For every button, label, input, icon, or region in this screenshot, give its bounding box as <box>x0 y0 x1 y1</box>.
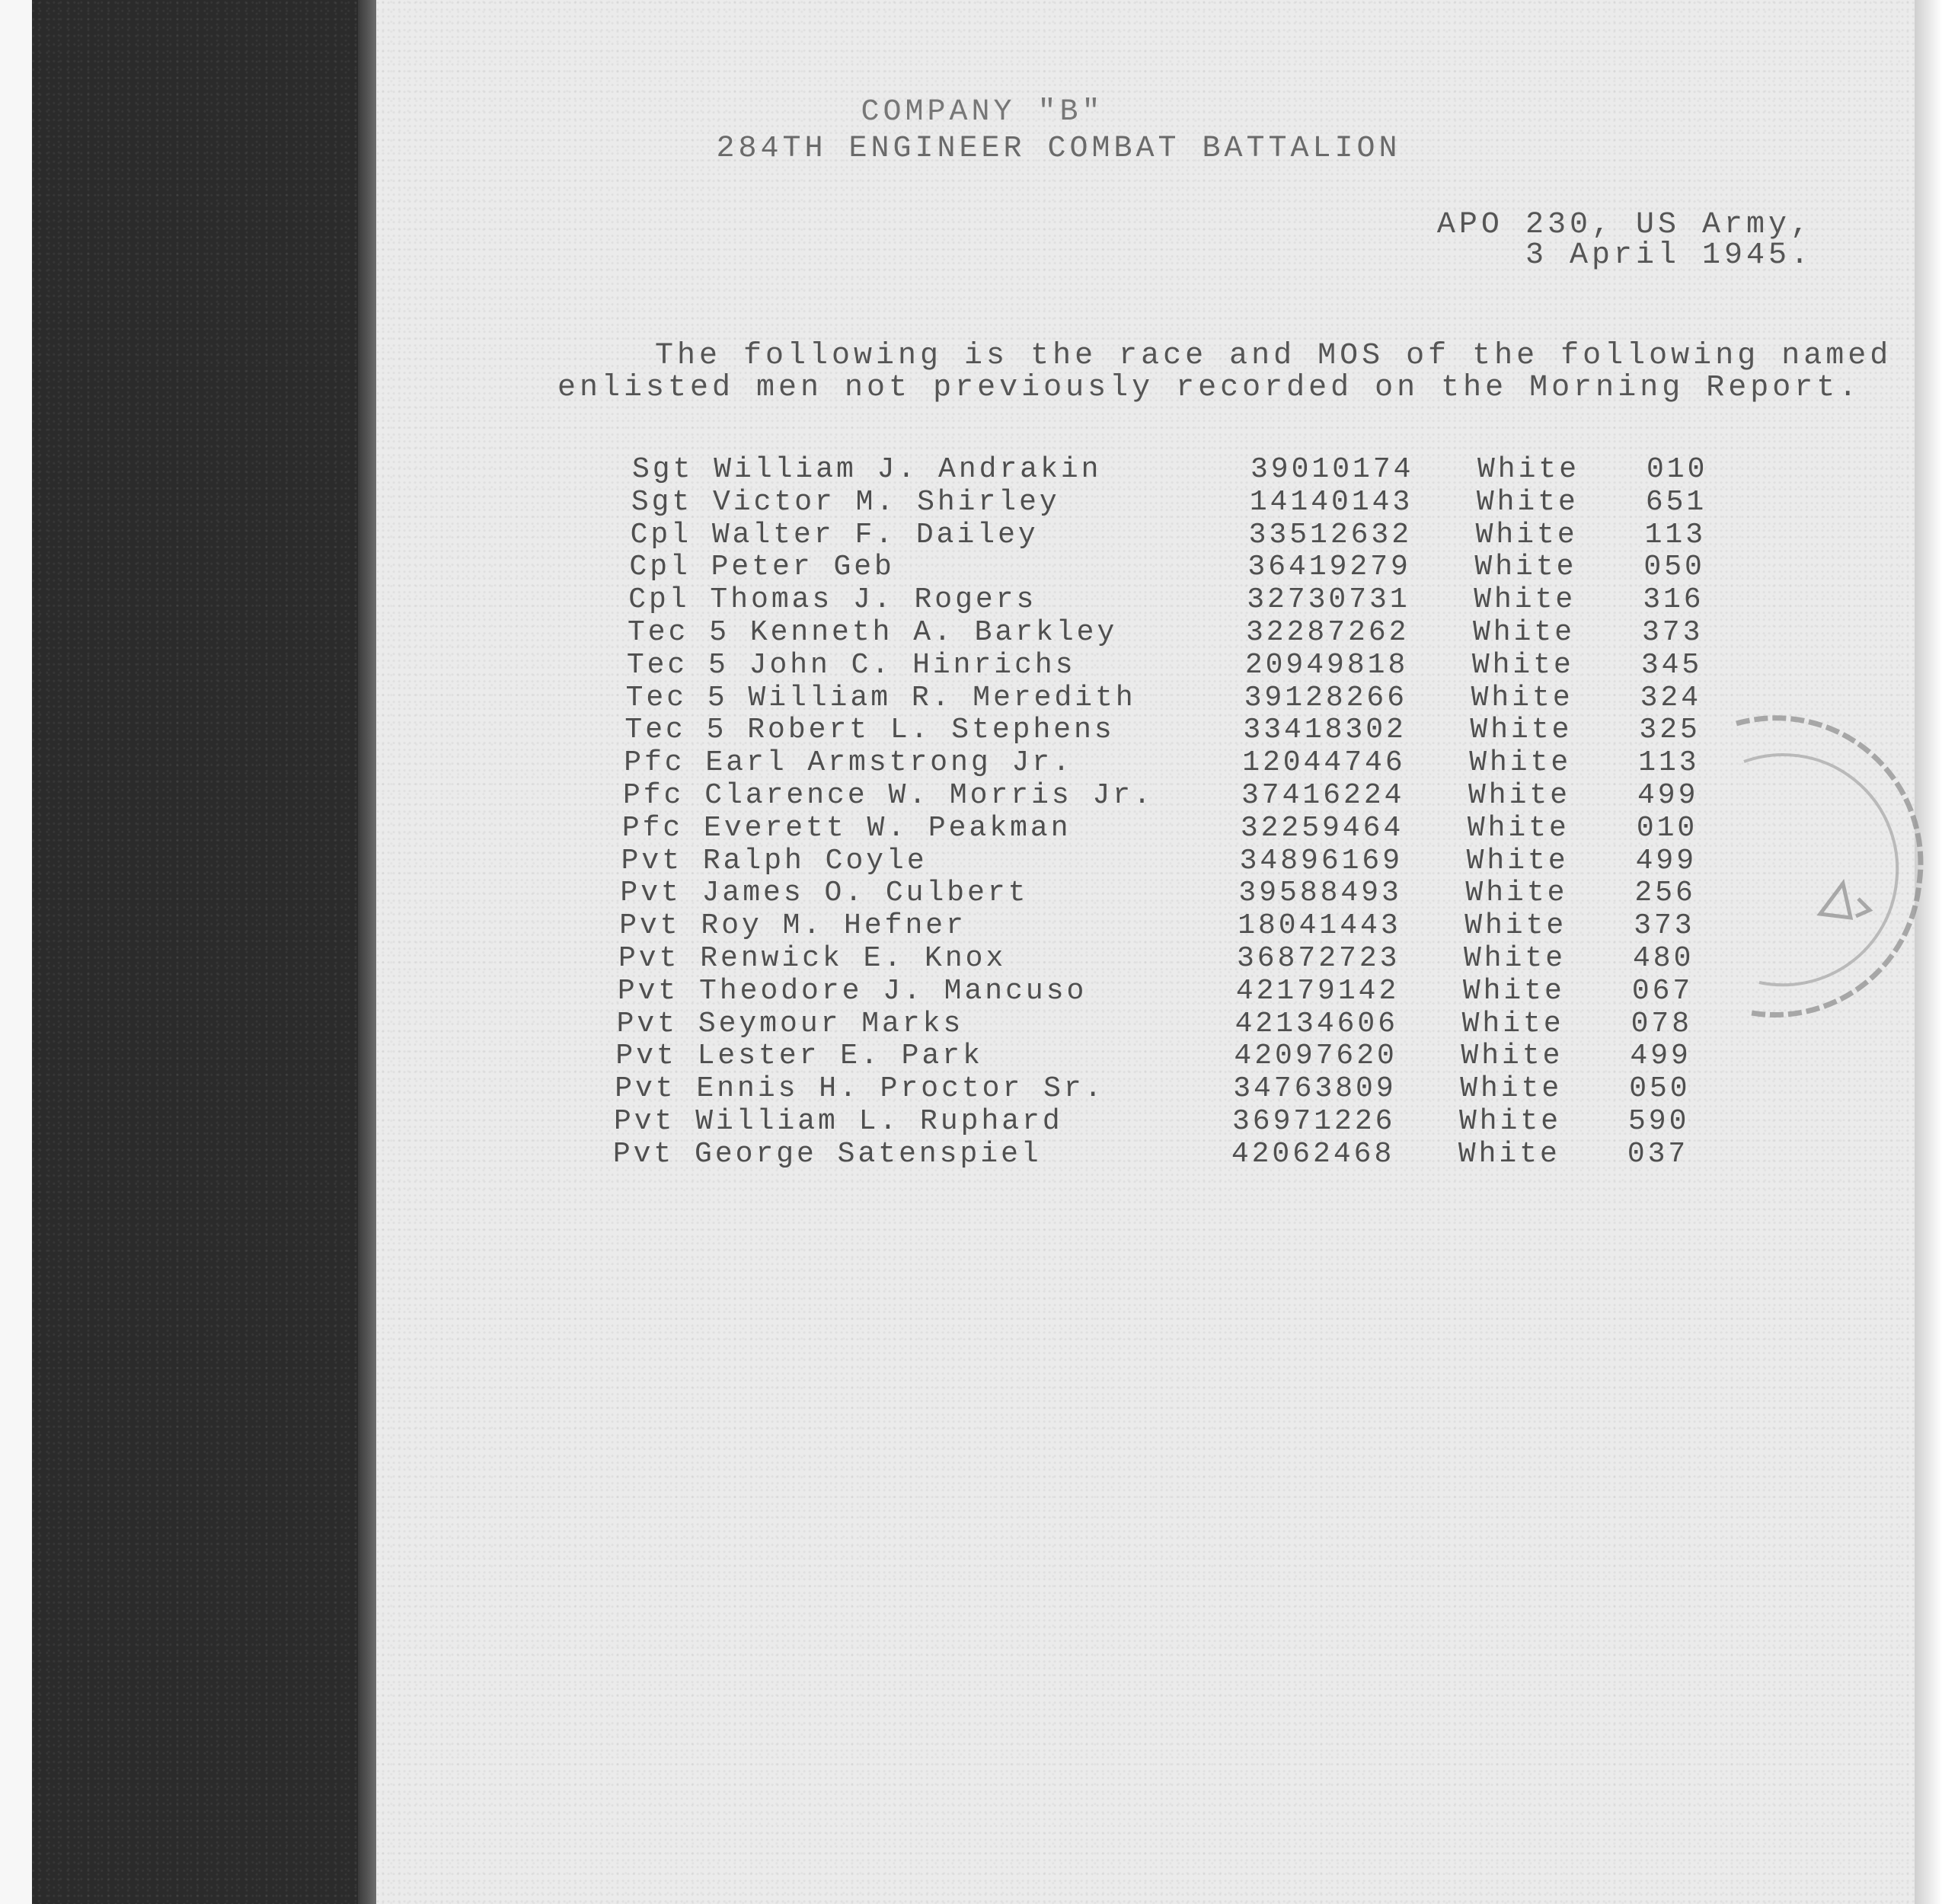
mos-code: 078 <box>1631 1007 1693 1040</box>
race-entry: White <box>1462 974 1565 1008</box>
roster-row <box>624 747 1751 779</box>
race-entry: White <box>1469 746 1572 780</box>
scan-left-margin <box>0 0 32 1904</box>
serial-number: 12044746 <box>1242 746 1406 780</box>
company-heading: COMPANY "B" <box>861 95 1104 129</box>
serial-number: 37416224 <box>1241 779 1405 812</box>
mos-code: 590 <box>1628 1105 1690 1138</box>
soldier-name: Pvt Theodore J. Mancuso <box>617 974 1088 1008</box>
serial-number: 32259464 <box>1240 811 1404 845</box>
roster-row <box>631 519 1758 551</box>
mos-code: 010 <box>1647 453 1708 486</box>
race-entry: White <box>1474 551 1577 584</box>
mos-code: 499 <box>1637 779 1699 812</box>
soldier-name: Pfc Clarence W. Morris Jr. <box>623 779 1154 812</box>
roster-row <box>620 877 1747 909</box>
mos-code: 256 <box>1634 877 1696 910</box>
stamp-inner-arc <box>1744 755 1897 985</box>
soldier-name: Tec 5 William R. Meredith <box>625 681 1136 714</box>
roster-row <box>613 1139 1740 1171</box>
race-entry: White <box>1467 811 1570 845</box>
mos-code: 373 <box>1642 616 1704 649</box>
soldier-name: Pvt James O. Culbert <box>620 877 1029 910</box>
roster-list <box>612 453 1759 1185</box>
battalion-heading: 284TH ENGINEER COMBAT BATTALION <box>716 132 1401 166</box>
roster-row <box>626 682 1753 714</box>
roster-row <box>629 551 1756 583</box>
mos-code: 324 <box>1640 681 1702 714</box>
race-entry: White <box>1464 909 1567 943</box>
soldier-name: Tec 5 Kenneth A. Barkley <box>628 616 1118 649</box>
mos-code: 037 <box>1627 1137 1689 1171</box>
race-entry: White <box>1470 714 1573 747</box>
mos-code: 480 <box>1633 942 1694 975</box>
serial-number: 33512632 <box>1248 518 1413 551</box>
mos-code: 010 <box>1636 811 1698 845</box>
serial-number: 34763809 <box>1233 1072 1397 1106</box>
serial-number: 32730731 <box>1247 583 1410 617</box>
serial-number: 34896169 <box>1239 844 1404 877</box>
roster-row <box>614 1106 1741 1138</box>
roster-row <box>627 650 1754 682</box>
serial-number: 36872723 <box>1237 942 1401 975</box>
date-line: 3 April 1945. <box>1525 238 1813 273</box>
binding-strip-edge <box>358 0 376 1904</box>
serial-number: 42097620 <box>1234 1040 1397 1073</box>
mos-code: 345 <box>1640 648 1703 682</box>
roster-row <box>619 910 1746 942</box>
intro-line-1: The following is the race and MOS of the following named <box>655 339 1892 373</box>
serial-number: 42062468 <box>1231 1137 1395 1171</box>
race-entry: White <box>1464 942 1567 975</box>
mos-code: 113 <box>1638 746 1700 780</box>
mos-code: 325 <box>1639 714 1701 747</box>
ink-stamp-seal <box>1706 708 1934 1028</box>
roster-row <box>628 584 1755 616</box>
serial-number: 32287262 <box>1246 616 1410 649</box>
soldier-name: Pvt Renwick E. Knox <box>618 942 1007 975</box>
mos-code: 050 <box>1643 551 1705 584</box>
race-entry: White <box>1459 1105 1562 1138</box>
roster-row <box>622 813 1749 845</box>
race-entry: White <box>1461 1007 1564 1040</box>
roster-row <box>615 1073 1742 1105</box>
mos-code: 499 <box>1630 1040 1691 1073</box>
roster-row <box>615 1040 1742 1072</box>
intro-line-2: enlisted men not previously recorded on the Morning Report. <box>557 371 1861 405</box>
soldier-name: Tec 5 Robert L. Stephens <box>624 714 1115 747</box>
soldier-name: Pvt William L. Ruphard <box>614 1105 1063 1138</box>
race-entry: White <box>1475 518 1578 551</box>
soldier-name: Cpl Thomas J. Rogers <box>628 583 1037 617</box>
race-entry: White <box>1460 1072 1563 1106</box>
soldier-name: Sgt Victor M. Shirley <box>631 485 1060 519</box>
serial-number: 14140143 <box>1249 485 1413 519</box>
roster-row <box>628 617 1755 649</box>
serial-number: 36419279 <box>1247 551 1411 584</box>
serial-number: 36971226 <box>1232 1105 1396 1138</box>
soldier-name: Pvt Lester E. Park <box>615 1040 983 1073</box>
soldier-name: Cpl Walter F. Dailey <box>630 518 1039 551</box>
soldier-name: Pvt Ralph Coyle <box>621 844 928 877</box>
serial-number: 20949818 <box>1244 648 1409 682</box>
race-entry: White <box>1474 583 1576 617</box>
location-line: APO 230, US Army, <box>1436 208 1813 242</box>
serial-number: 42179142 <box>1235 974 1400 1008</box>
mos-code: 499 <box>1635 844 1698 877</box>
race-entry: White <box>1473 616 1576 649</box>
race-entry: White <box>1476 485 1579 519</box>
soldier-name: Pvt George Satenspiel <box>612 1137 1042 1171</box>
race-entry: White <box>1477 453 1580 486</box>
serial-number: 18041443 <box>1238 909 1401 943</box>
race-entry: White <box>1471 681 1573 714</box>
mos-code: 651 <box>1645 485 1707 519</box>
soldier-name: Sgt William J. Andrakin <box>632 453 1102 486</box>
mos-code: 316 <box>1643 583 1704 617</box>
roster-row <box>618 943 1746 975</box>
race-entry: White <box>1471 648 1574 682</box>
soldier-name: Pvt Seymour Marks <box>616 1007 964 1040</box>
roster-row <box>631 487 1758 519</box>
serial-number: 39588493 <box>1238 877 1402 910</box>
soldier-name: Pfc Everett W. Peakman <box>621 811 1072 845</box>
mos-code: 067 <box>1631 974 1694 1008</box>
roster-row <box>623 780 1750 812</box>
race-entry: White <box>1458 1137 1560 1171</box>
soldier-name: Tec 5 John C. Hinrichs <box>626 648 1076 682</box>
mos-code: 373 <box>1634 909 1695 943</box>
binding-strip <box>32 0 376 1904</box>
mos-code: 113 <box>1644 518 1707 551</box>
roster-row <box>624 714 1752 746</box>
soldier-name: Pfc Earl Armstrong Jr. <box>624 746 1073 780</box>
serial-number: 42134606 <box>1235 1007 1399 1040</box>
mos-code: 050 <box>1629 1072 1691 1106</box>
serial-number: 39010174 <box>1250 453 1414 486</box>
soldier-name: Pvt Roy M. Hefner <box>619 909 966 943</box>
race-entry: White <box>1461 1040 1564 1073</box>
roster-row <box>617 1008 1744 1040</box>
serial-number: 33418302 <box>1243 714 1407 747</box>
roster-row <box>618 976 1745 1008</box>
race-entry: White <box>1466 844 1569 877</box>
stamp-center-mark <box>1820 883 1870 918</box>
roster-row <box>621 845 1749 877</box>
serial-number: 39128266 <box>1244 681 1408 714</box>
race-entry: White <box>1465 877 1568 910</box>
race-entry: White <box>1468 779 1571 812</box>
soldier-name: Cpl Peter Geb <box>629 551 895 584</box>
soldier-name: Pvt Ennis H. Proctor Sr. <box>615 1072 1105 1106</box>
roster-row <box>632 454 1759 486</box>
